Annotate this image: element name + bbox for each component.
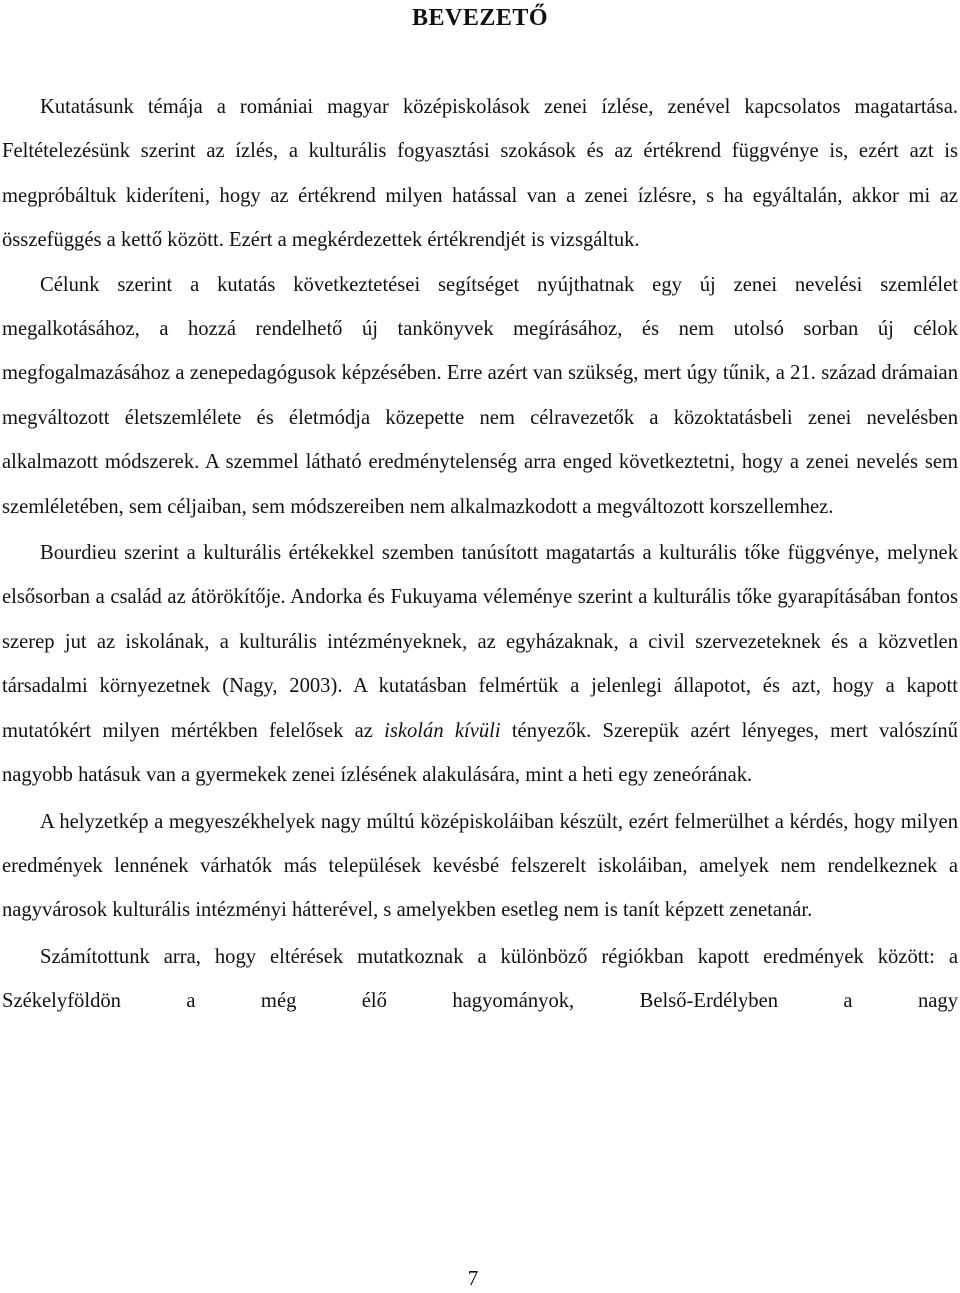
- paragraph-bourdieu-after: tényezők. Szerepük azért lényeges, mert valószínű nagyobb hatásuk van a gyermekek zenei ízlésének alakulására, mint a heti egy zeneórának.: [2, 719, 958, 787]
- paragraph-goals: Célunk szerint a kutatás következtetései segítséget nyújthatnak egy új zenei nevelési szemlélet megalkotásához, a hozzá rendelhető új tankönyvek megírásához, és nem utolsó sorban új célok megfogalmazásához a zenepedagógusok képzésében. Erre azért van szükség, mert úgy tűnik, a 21. század drámaian megváltozott életszemlélete és életmódja közepette nem célravezetők a közoktatásbeli zenei nevelésben alkalmazott módszerek. A szemmel látható eredménytelenség arra enged következtetni, hogy a zenei nevelés sem szemléletében, sem céljaiban, sem módszereiben nem alkalmazkodott a megváltozott korszellemhez.: [2, 273, 958, 518]
- body-text: [2, 85, 958, 1024]
- paragraph-situation: A helyzetkép a megyeszékhelyek nagy múltú középiskoláiban készült, ezért felmerülhet a kérdés, hogy milyen eredmények lennének várhatók más települések kevésbé felszerelt iskoláiban, amelyek nem rendelkeznek a nagyvárosok kulturális intézményi hátterével, s amelyekben esetleg nem is tanít képzett zenetanár.: [2, 810, 958, 922]
- paragraph-regions: Számítottunk arra, hogy eltérések mutatkoznak a különböző régiókban kapott eredmények között: a Székelyföldön a még élő hagyományok, Belső-Erdélyben a nagy: [2, 945, 958, 1013]
- paragraph-intro: Kutatásunk témája a romániai magyar középiskolások zenei ízlése, zenével kapcsolatos magatartása. Feltételezésünk szerint az ízlés, a kulturális fogyasztási szokások és az értékrend függvénye is, ezért azt is megpróbáltuk kideríteni, hogy az értékrend milyen hatással van a zenei ízlésre, s ha egyáltalán, akkor mi az összefüggés a kettő között. Ezért a megkérdezettek értékrendjét is vizsgáltuk.: [2, 96, 958, 252]
- emphasis-iskolan-kivuli: iskolán kívüli: [384, 719, 501, 742]
- paragraph-bourdieu: [2, 531, 958, 797]
- page-title: BEVEZETŐ: [411, 5, 549, 31]
- paragraph-bourdieu-before: Bourdieu szerint a kulturális értékekkel szemben tanúsított magatartás a kulturális tőke függvénye, melynek elsősorban a család az átörökítője. Andorka és Fukuyama véleménye szerint a kulturális tőke gyarapításában fontos szerep jut az iskolának, a kulturális intézményeknek, az egyházaknak, a civil szervezeteknek és a közvetlen társadalmi környezetnek (Nagy, 2003). A kutatásban felmértük a jelenlegi állapotot, és azt, hogy a kapott mutatókért milyen mértékben felelősek az: [2, 542, 958, 742]
- page-number: 7: [467, 1266, 479, 1290]
